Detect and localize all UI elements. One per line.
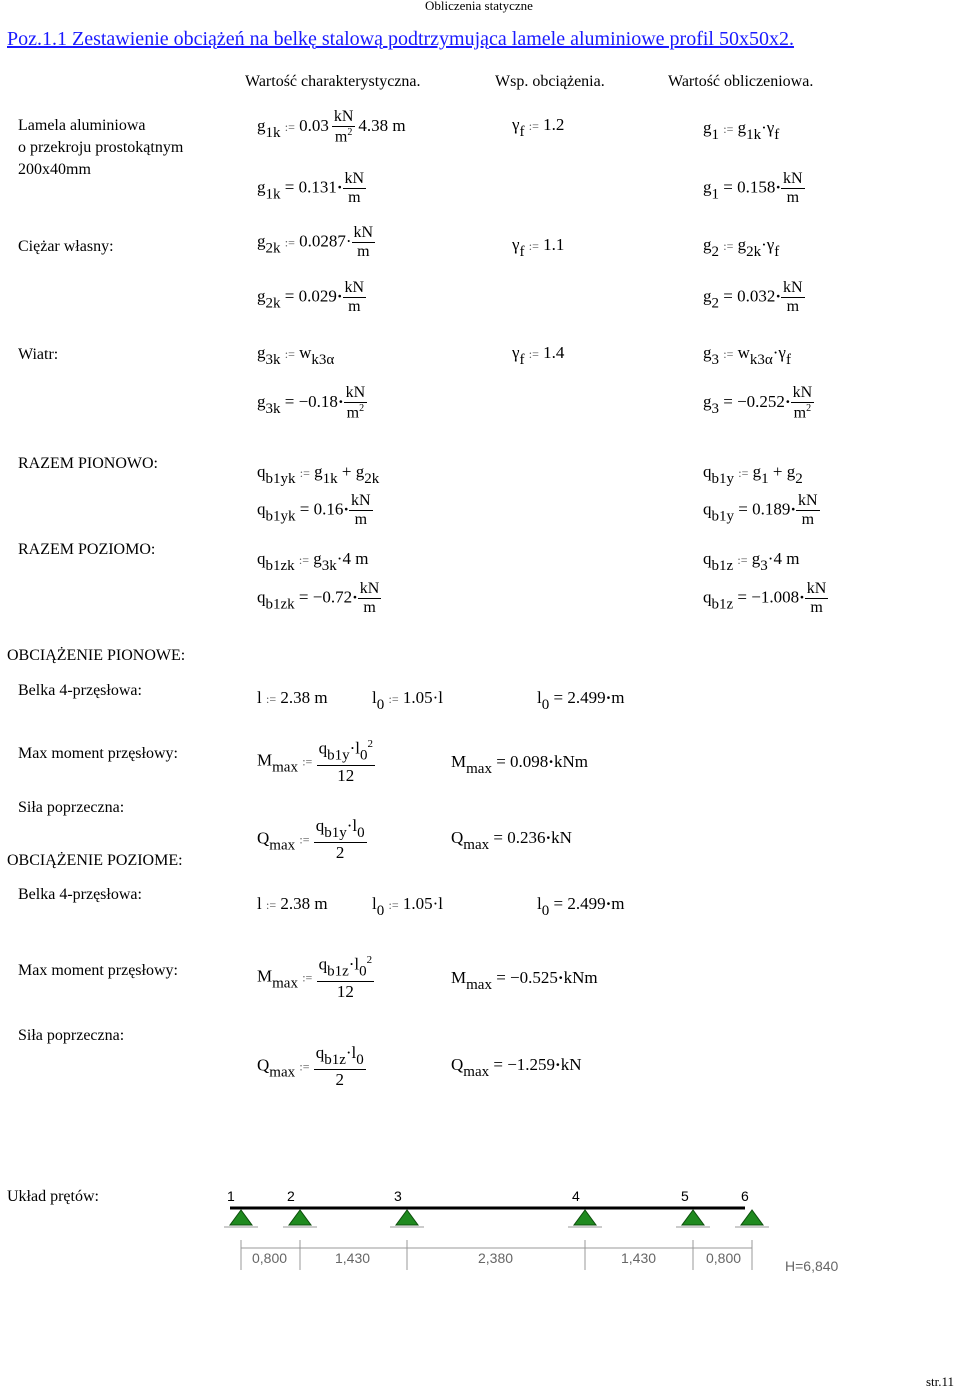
qb1y-definition: $q_{b1y}$ := $g_1 + g_2$ bbox=[703, 462, 803, 487]
qb1zk-value: −0.72 bbox=[312, 587, 353, 607]
qb1zk-result: $q_{b1zk} = -0.72\cdot$ $\frac{kN}{m}$ bbox=[257, 580, 380, 616]
qb1z-value: −1.008 bbox=[751, 587, 800, 607]
label-razem-pionowo: RAZEM PIONOWO: bbox=[18, 455, 158, 472]
qmax-result-1: $Q_{max} = 0.236\cdot kN$ bbox=[451, 828, 572, 853]
l0-coef-1: 1.05 bbox=[402, 688, 433, 707]
label-obc-poziome: OBCIĄŻENIE POZIOME: bbox=[7, 852, 183, 869]
total-length-label: H=6,840 bbox=[785, 1258, 839, 1274]
g3k-definition: $g_{3k}$ := $w_{k3\alpha}$ bbox=[257, 343, 335, 368]
label-lamela-3: 200x40mm bbox=[18, 161, 91, 178]
g1k-coef-b: 4.38 bbox=[358, 116, 389, 136]
l-definition-2: l := 2.38 m bbox=[257, 894, 328, 913]
l-value-1: 2.38 bbox=[280, 688, 311, 707]
g2-value: 0.032 bbox=[737, 286, 776, 306]
mmax-value-1: 0.098 bbox=[510, 752, 549, 771]
l0-definition-1: $l_0$ := 1.05·l bbox=[372, 688, 443, 713]
l-value-2: 2.38 bbox=[280, 894, 311, 913]
span-label-2: 1,430 bbox=[335, 1250, 371, 1266]
g1k-definition: $g_{1k}$ := 0.03 $\frac{kN}{m^2}$ 4.38 m bbox=[257, 108, 406, 146]
page-number: str.11 bbox=[926, 1374, 955, 1389]
g3-result: $g_3 = -0.252\cdot$ $\frac{kN}{m^2}$ bbox=[703, 384, 813, 422]
label-lamela-2: o przekroju prostokątnym bbox=[18, 139, 184, 156]
g1k-result: $g_{1k} = 0.131\cdot$ $\frac{kN}{m}$ bbox=[257, 170, 365, 206]
g1k-value: 0.131 bbox=[298, 177, 337, 197]
l0-value-1: 2.499 bbox=[567, 688, 606, 707]
node-label-6: 6 bbox=[741, 1188, 749, 1204]
support-5 bbox=[682, 1210, 704, 1225]
g1-result: $g_1 = 0.158\cdot$ $\frac{kN}{m}$ bbox=[703, 170, 803, 206]
span-label-3: 2,380 bbox=[478, 1250, 514, 1266]
qmax-value-1: 0.236 bbox=[507, 828, 546, 847]
label-mmax-1: Max moment przęsłowy: bbox=[18, 745, 178, 762]
support-2 bbox=[289, 1210, 311, 1225]
l0-definition-2: $l_0$ := 1.05·l bbox=[372, 894, 443, 919]
label-razem-poziomo: RAZEM POZIOMO: bbox=[18, 541, 156, 558]
g1-value: 0.158 bbox=[737, 177, 776, 197]
gamma-f2-value: 1.1 bbox=[543, 235, 565, 254]
qmax-denominator-1: 2 bbox=[335, 843, 345, 862]
running-title: Obliczenia statyczne bbox=[425, 0, 533, 13]
support-3 bbox=[396, 1210, 418, 1225]
node-label-4: 4 bbox=[572, 1188, 580, 1204]
label-sila-2: Siła poprzeczna: bbox=[18, 1027, 125, 1044]
g3-definition: $g_3$ := $w_{k3\alpha}\cdot\gamma_f$ bbox=[703, 343, 791, 368]
label-obc-pionowe: OBCIĄŻENIE PIONOWE: bbox=[7, 647, 186, 664]
label-lamela-1: Lamela aluminiowa bbox=[18, 117, 146, 134]
gamma-f2: $\gamma_f$ := 1.1 bbox=[512, 235, 565, 260]
mmax-result-1: $M_{max} = 0.098\cdot kNm$ bbox=[451, 752, 588, 777]
l0-result-2: $l_0 = 2.499\cdot m$ bbox=[537, 894, 625, 919]
g3k-result: $g_{3k} = -0.18\cdot$ $\frac{kN}{m^2}$ bbox=[257, 384, 366, 422]
qb1yk-value: 0.16 bbox=[313, 499, 344, 519]
l0-coef-2: 1.05 bbox=[402, 894, 433, 913]
span-label-4: 1,430 bbox=[621, 1250, 657, 1266]
mmax-value-2: −0.525 bbox=[510, 968, 558, 987]
qmax-result-2: $Q_{max} = -1.259\cdot kN$ bbox=[451, 1055, 582, 1080]
width-factor-design: 4 bbox=[773, 549, 782, 568]
gamma-f1: $\gamma_f$ := 1.2 bbox=[512, 115, 565, 140]
g2k-value: 0.029 bbox=[298, 286, 337, 306]
node-label-5: 5 bbox=[681, 1188, 689, 1204]
qb1z-result: $q_{b1z} = -1.008\cdot$ $\frac{kN}{m}$ bbox=[703, 580, 827, 616]
label-belka-2: Belka 4-przęsłowa: bbox=[18, 886, 142, 903]
node-label-2: 2 bbox=[287, 1188, 295, 1204]
qmax-definition-1: $Q_{max}$ := $\frac{q_{b1y}\cdot l_0}{2}$ bbox=[257, 816, 365, 862]
qb1z-definition: $q_{b1z}$ := $g_3\cdot 4$ m bbox=[703, 549, 800, 574]
label-mmax-2: Max moment przęsłowy: bbox=[18, 962, 178, 979]
g3-value: −0.252 bbox=[737, 392, 785, 412]
col-char-heading: Wartość charakterystyczna. bbox=[245, 73, 421, 90]
label-sila-1: Siła poprzeczna: bbox=[18, 799, 125, 816]
gamma-f3-value: 1.4 bbox=[543, 343, 565, 362]
mmax-denominator-1: 12 bbox=[337, 765, 355, 785]
node-label-1: 1 bbox=[227, 1188, 235, 1204]
span-label-5: 0,800 bbox=[706, 1250, 742, 1266]
gamma-f3: $\gamma_f$ := 1.4 bbox=[512, 343, 565, 368]
g2k-definition: $g_{2k}$ := 0.0287· $\frac{kN}{m}$ bbox=[257, 224, 374, 260]
support-6 bbox=[741, 1210, 763, 1225]
mmax-denominator-2: 12 bbox=[336, 981, 354, 1001]
g1k-coef-a: 0.03 bbox=[299, 116, 329, 136]
col-coef-heading: Wsp. obciążenia. bbox=[495, 73, 605, 90]
g1-definition: $g_1$ := $g_{1k}\cdot\gamma_f$ bbox=[703, 118, 780, 143]
qb1y-result: $q_{b1y} = 0.189\cdot$ $\frac{kN}{m}$ bbox=[703, 492, 818, 528]
beam-diagram bbox=[0, 1170, 960, 1290]
g2-definition: $g_2$ := $g_{2k}\cdot\gamma_f$ bbox=[703, 235, 780, 260]
qb1yk-result: $q_{b1yk} = 0.16\cdot$ $\frac{kN}{m}$ bbox=[257, 492, 371, 528]
mmax-result-2: $M_{max} = -0.525\cdot kNm$ bbox=[451, 968, 598, 993]
col-design-heading: Wartość obliczeniowa. bbox=[668, 73, 814, 90]
qmax-denominator-2: 2 bbox=[335, 1070, 344, 1089]
support-4 bbox=[574, 1210, 596, 1225]
qb1yk-definition: $q_{b1yk}$ := $g_{1k} + g_{2k}$ bbox=[257, 462, 380, 487]
label-belka-1: Belka 4-przęsłowa: bbox=[18, 682, 142, 699]
l0-value-2: 2.499 bbox=[567, 894, 606, 913]
g3k-value: −0.18 bbox=[298, 392, 338, 412]
section-title: Poz.1.1 Zestawienie obciążeń na belkę stalową podtrzymująca lamele aluminiowe profil 50x50x2. bbox=[7, 28, 794, 50]
label-ciezar: Ciężar własny: bbox=[18, 238, 114, 255]
g2k-result: $g_{2k} = 0.029\cdot$ $\frac{kN}{m}$ bbox=[257, 279, 365, 315]
qb1zk-definition: $q_{b1zk}$ := $g_{3k}\cdot 4$ m bbox=[257, 549, 369, 574]
width-factor-char: 4 bbox=[342, 549, 351, 568]
span-label-1: 0,800 bbox=[252, 1250, 288, 1266]
l0-result-1: $l_0 = 2.499\cdot m$ bbox=[537, 688, 625, 713]
node-label-3: 3 bbox=[394, 1188, 402, 1204]
label-uklad-pretow: Układ prętów: bbox=[7, 1188, 99, 1205]
l-definition-1: l := 2.38 m bbox=[257, 688, 328, 707]
g2k-coef: 0.0287 bbox=[299, 231, 346, 251]
gamma-f1-value: 1.2 bbox=[543, 115, 565, 134]
qb1y-value: 0.189 bbox=[752, 499, 791, 519]
mmax-definition-1: $M_{max}$ := $\frac{q_{b1y}\cdot l_0^2}{12}$ bbox=[257, 738, 373, 785]
support-1 bbox=[230, 1210, 252, 1225]
qmax-definition-2: $Q_{max}$ := $\frac{q_{b1z}\cdot l_0}{2}$ bbox=[257, 1043, 364, 1089]
g2-result: $g_2 = 0.032\cdot$ $\frac{kN}{m}$ bbox=[703, 279, 803, 315]
label-wiatr: Wiatr: bbox=[18, 346, 59, 363]
qmax-value-2: −1.259 bbox=[507, 1055, 556, 1074]
mmax-definition-2: $M_{max}$ := $\frac{q_{b1z}\cdot l_0^2}{12}$ bbox=[257, 954, 373, 1001]
